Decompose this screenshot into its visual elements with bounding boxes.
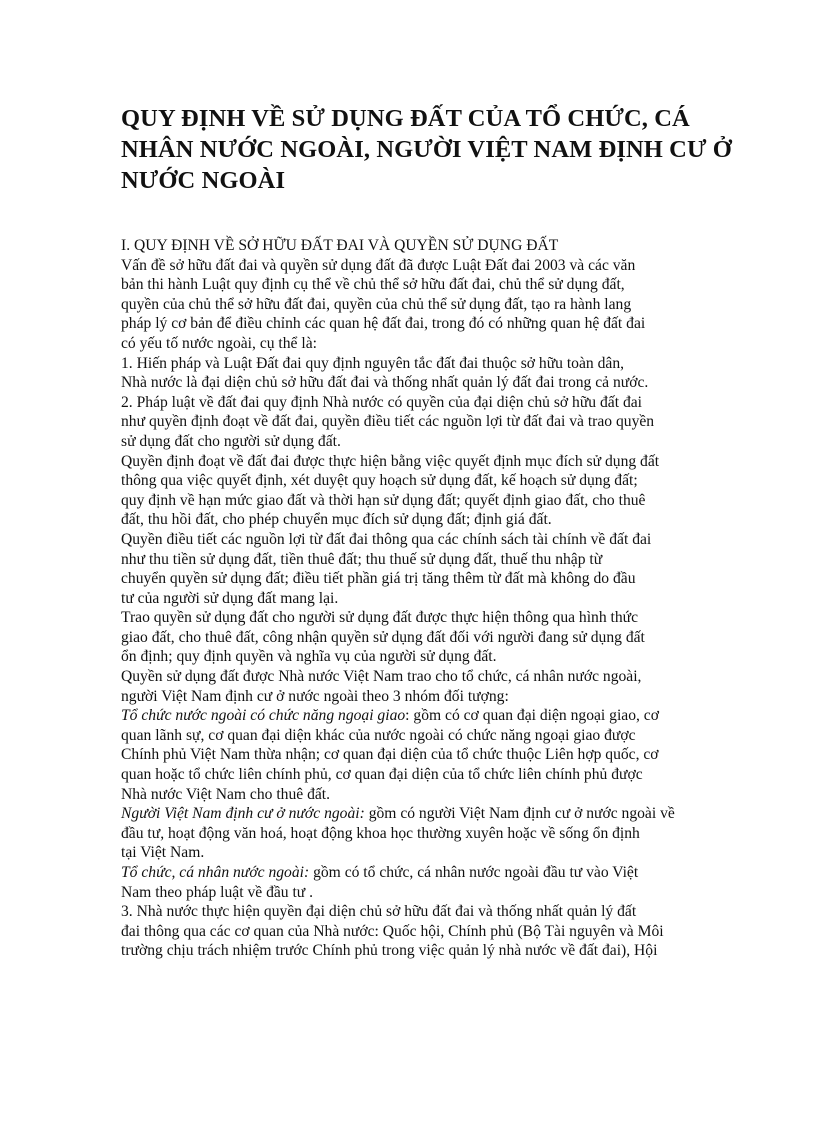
- text-line: quan lãnh sự, cơ quan đại diện khác của nước ngoài có chức năng ngoại giao được: [121, 726, 636, 744]
- text-line: Nam theo pháp luật về đầu tư .: [121, 883, 314, 901]
- text-line: [121, 804, 781, 824]
- group-1: [121, 706, 781, 804]
- text-line: Trao quyền sử dụng đất cho người sử dụng đất được thực hiện thông qua hình thức: [121, 609, 639, 627]
- text-line: thông qua việc quyết định, xét duyệt quy hoạch sử dụng đất, kế hoạch sử dụng đất;: [121, 472, 638, 490]
- group-label: Tổ chức, cá nhân nước ngoài:: [121, 864, 310, 881]
- text-line: người Việt Nam định cư ở nước ngoài theo 3 nhóm đối tượng:: [121, 687, 509, 705]
- group-text: : gồm có cơ quan đại diện ngoại giao, cơ: [405, 707, 659, 725]
- text-line: bản thi hành Luật quy định cụ thể về chủ thể sở hữu đất đai, chủ thể sử dụng đất,: [121, 276, 625, 294]
- text-line: đất, thu hồi đất, cho phép chuyển mục đích sử dụng đất; định giá đất.: [121, 511, 552, 529]
- text-line: quy định về hạn mức giao đất và thời hạn sử dụng đất; quyết định giao đất, cho thuê: [121, 491, 646, 509]
- paragraph-dieu-tiet: [121, 530, 781, 608]
- paragraph-dinh-doat: [121, 452, 781, 530]
- text-line: trường chịu trách nhiệm trước Chính phủ trong việc quản lý nhà nước về đất đai), Hội: [121, 942, 658, 960]
- group-3: [121, 863, 781, 902]
- item-1: [121, 354, 781, 393]
- text-line: Quyền sử dụng đất được Nhà nước Việt Nam trao cho tổ chức, cá nhân nước ngoài,: [121, 668, 642, 686]
- text-line: Nhà nước Việt Nam cho thuê đất.: [121, 785, 331, 803]
- group-text: gồm có người Việt Nam định cư ở nước ngoài về: [364, 805, 675, 823]
- text-line: chuyển quyền sử dụng đất; điều tiết phần giá trị tăng thêm từ đất mà không do đầu: [121, 570, 636, 588]
- title-line: NHÂN NƯỚC NGOÀI, NGƯỜI VIỆT NAM ĐỊNH CƯ Ở: [121, 136, 732, 163]
- text-line: tư của người sử dụng đất mang lại.: [121, 589, 339, 607]
- text-line: [121, 863, 781, 883]
- group-text: gồm có tổ chức, cá nhân nước ngoài đầu tư vào Việt: [309, 864, 639, 881]
- text-line: [121, 706, 781, 726]
- text-line: tại Việt Nam.: [121, 844, 205, 862]
- text-line: đai thông qua các cơ quan của Nhà nước: Quốc hội, Chính phủ (Bộ Tài nguyên và Môi: [121, 922, 664, 940]
- paragraph-three-groups: [121, 667, 781, 706]
- title-line: QUY ĐỊNH VỀ SỬ DỤNG ĐẤT CỦA TỔ CHỨC, CÁ: [121, 105, 690, 132]
- text-line: 3. Nhà nước thực hiện quyền đại diện chủ sở hữu đất đai và thống nhất quản lý đất: [121, 903, 637, 921]
- text-line: Vấn đề sở hữu đất đai và quyền sử dụng đất đã được Luật Đất đai 2003 và các văn: [121, 256, 636, 274]
- paragraph-trao-quyen: [121, 608, 781, 667]
- document-body: [121, 236, 781, 961]
- text-line: như quyền định đoạt về đất đai, quyền điều tiết các nguồn lợi từ đất đai và trao quyền: [121, 413, 655, 431]
- item-3: [121, 902, 781, 961]
- section-heading: I. QUY ĐỊNH VỀ SỞ HỮU ĐẤT ĐAI VÀ QUYỀN SỬ DỤNG ĐẤT: [121, 237, 559, 254]
- text-line: giao đất, cho thuê đất, công nhận quyền sử dụng đất đối với người đang sử dụng đất: [121, 628, 645, 646]
- group-2: [121, 804, 781, 863]
- text-line: có yếu tố nước ngoài, cụ thể là:: [121, 334, 317, 352]
- item-2: [121, 393, 781, 452]
- text-line: quyền của chủ thể sở hữu đất đai, quyền của chủ thể sử dụng đất, tạo ra hành lang: [121, 295, 632, 313]
- text-line: ổn định; quy định quyền và nghĩa vụ của người sử dụng đất.: [121, 648, 497, 666]
- text-line: quan hoặc tổ chức liên chính phủ, cơ quan đại diện của tổ chức liên chính phủ được: [121, 766, 643, 784]
- text-line: sử dụng đất cho người sử dụng đất.: [121, 432, 341, 450]
- text-line: đầu tư, hoạt động văn hoá, hoạt động khoa học thường xuyên hoặc về sống ổn định: [121, 824, 640, 842]
- text-line: 1. Hiến pháp và Luật Đất đai quy định nguyên tắc đất đai thuộc sở hữu toàn dân,: [121, 354, 625, 372]
- text-line: Quyền điều tiết các nguồn lợi từ đất đai thông qua các chính sách tài chính về đất đai: [121, 530, 652, 548]
- title-line: NƯỚC NGOÀI: [121, 167, 286, 194]
- text-line: pháp lý cơ bản để điều chỉnh các quan hệ đất đai, trong đó có những quan hệ đất đai: [121, 315, 646, 333]
- text-line: Quyền định đoạt về đất đai được thực hiện bằng việc quyết định mục đích sử dụng đất: [121, 452, 660, 470]
- text-line: Nhà nước là đại diện chủ sở hữu đất đai và thống nhất quản lý đất đai trong cả nước.: [121, 374, 649, 392]
- intro-paragraph: [121, 256, 781, 354]
- text-line: như thu tiền sử dụng đất, tiền thuê đất; thu thuế sử dụng đất, thuế thu nhập từ: [121, 550, 603, 568]
- group-label: Người Việt Nam định cư ở nước ngoài:: [121, 805, 365, 823]
- text-line: 2. Pháp luật về đất đai quy định Nhà nước có quyền của đại diện chủ sở hữu đất đai: [121, 393, 643, 411]
- group-label: Tổ chức nước ngoài có chức năng ngoại giao: [121, 707, 406, 725]
- document-title: [121, 103, 761, 196]
- text-line: Chính phủ Việt Nam thừa nhận; cơ quan đại diện của tổ chức thuộc Liên hợp quốc, cơ: [121, 746, 659, 764]
